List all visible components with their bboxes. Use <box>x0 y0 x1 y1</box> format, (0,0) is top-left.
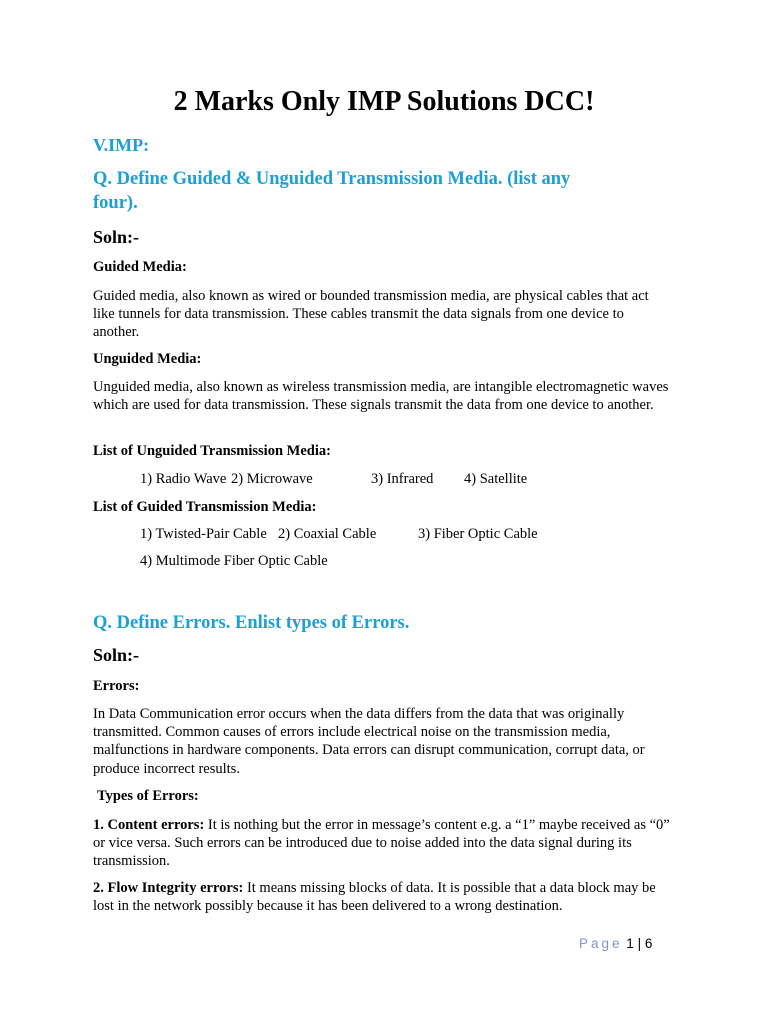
guided-list-item: 3) Fiber Optic Cable <box>418 526 538 542</box>
unguided-media-heading: Unguided Media: <box>93 351 202 367</box>
question-1-heading <box>93 167 693 215</box>
types-of-errors-heading: Types of Errors: <box>97 788 199 804</box>
content-errors-paragraph <box>93 816 673 871</box>
solution-label-1: Soln:- <box>93 227 140 247</box>
page-number: 1 <box>626 936 634 951</box>
unguided-list-item: 1) Radio Wave <box>140 471 227 487</box>
unguided-list-heading: List of Unguided Transmission Media: <box>93 443 331 459</box>
guided-list-heading: List of Guided Transmission Media: <box>93 499 317 515</box>
page-word: Page <box>579 936 623 951</box>
page-separator: | <box>637 936 642 951</box>
question-2-heading: Q. Define Errors. Enlist types of Errors. <box>93 613 410 633</box>
page-title: 2 Marks Only IMP Solutions DCC! <box>173 86 595 117</box>
guided-list-item: 2) Coaxial Cable <box>278 526 377 542</box>
guided-list-item: 1) Twisted-Pair Cable <box>140 526 267 542</box>
question-1-line-2: four). <box>93 193 138 213</box>
flow-integrity-errors-paragraph <box>93 879 673 915</box>
unguided-media-text: Unguided media, also known as wireless transmission media, are intangible electromagnetic waves which are used for data transmission. These signals transmit the data from one device to another. <box>93 379 669 414</box>
unguided-list-item: 2) Microwave <box>231 471 313 487</box>
page-footer <box>579 936 652 951</box>
content-errors-text: It is nothing but the error in message’s content e.g. a “1” maybe received as “0” or vice versa. Such errors can be introduced due to noise added into the data signal during its transmission. <box>93 817 670 870</box>
errors-heading: Errors: <box>93 678 140 694</box>
guided-list-item: 4) Multimode Fiber Optic Cable <box>140 553 328 569</box>
guided-media-text: Guided media, also known as wired or bounded transmission media, are physical cables that act like tunnels for data transmission. These cables transmit the data signals from one device to another. <box>93 288 649 341</box>
solution-label-2: Soln:- <box>93 645 140 665</box>
guided-media-heading: Guided Media: <box>93 259 187 275</box>
vimp-label: V.IMP: <box>93 135 150 155</box>
unguided-list-item: 3) Infrared <box>371 471 434 487</box>
question-1-line-1: Q. Define Guided & Unguided Transmission Media. (list any <box>93 169 571 189</box>
unguided-list-item: 4) Satellite <box>464 471 528 487</box>
content-errors-label: 1. Content errors: <box>93 817 205 833</box>
errors-text: In Data Communication error occurs when the data differs from the data that was originally transmitted. Common causes of errors include electrical noise on the transmission media, malfunctions in hardware components. Data errors can disrupt communication, corrupt data, or produce incorrect results. <box>93 706 645 777</box>
total-pages: 6 <box>644 936 653 951</box>
flow-integrity-errors-label: 2. Flow Integrity errors: <box>93 880 244 896</box>
flow-integrity-errors-text: It means missing blocks of data. It is possible that a data block may be lost in the network possibly because it has been delivered to a wrong destination. <box>93 880 656 915</box>
